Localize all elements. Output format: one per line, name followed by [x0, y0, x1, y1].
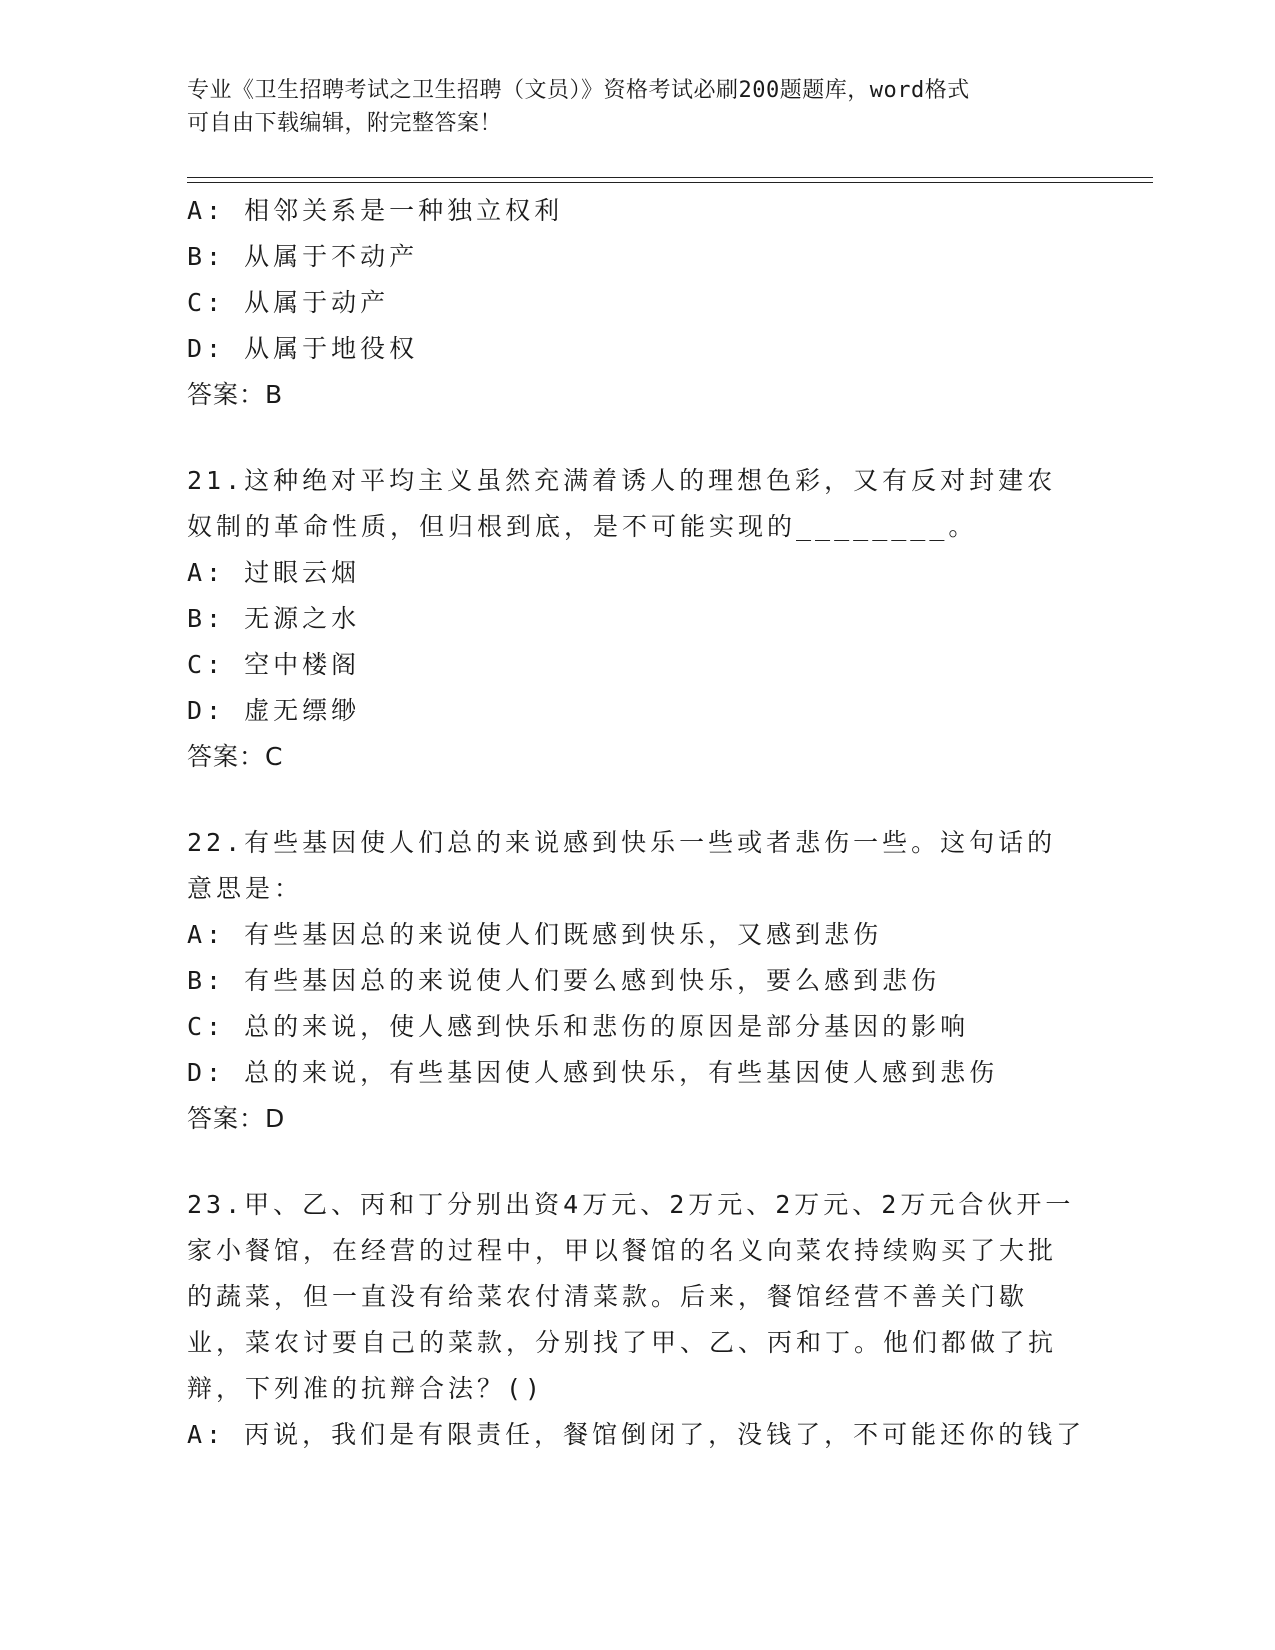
option-a: A: 有些基因总的来说使人们既感到快乐，又感到悲伤 — [187, 920, 883, 949]
spacer — [187, 780, 1087, 820]
question-stem: 22.有些基因使人们总的来说感到快乐一些或者悲伤一些。这句话的意思是： — [187, 828, 1057, 903]
header-title-line-1: 专业《卫生招聘考试之卫生招聘（文员）》资格考试必刷200题题库，word格式 — [187, 78, 970, 103]
question-block-20 — [187, 188, 1087, 418]
answer-label: 答案：B — [187, 380, 284, 409]
option-a: A: 相邻关系是一种独立权利 — [187, 196, 564, 225]
question-stem: 23.甲、乙、丙和丁分别出资4万元、2万元、2万元、2万元合伙开一家小餐馆，在经营的过程中，甲以餐馆的名义向菜农持续购买了大批的蔬菜，但一直没有给菜农付清菜款。后来，餐馆经营不善关门歇业，菜农讨要自己的菜款，分别找了甲、乙、丙和丁。他们都做了抗辩，下列准的抗辩合法？() — [187, 1190, 1075, 1403]
question-list — [187, 188, 1087, 1458]
option-d: D: 从属于地役权 — [187, 334, 419, 363]
header-divider-bottom — [187, 182, 1153, 183]
header-divider-top — [187, 177, 1153, 178]
spacer — [187, 418, 1087, 458]
document-header — [187, 74, 1067, 140]
option-a: A: 丙说，我们是有限责任，餐馆倒闭了，没钱了，不可能还你的钱了 — [187, 1420, 1086, 1449]
header-title-line-2: 可自由下载编辑，附完整答案！ — [187, 111, 503, 136]
option-c: C: 从属于动产 — [187, 288, 390, 317]
option-b: B: 从属于不动产 — [187, 242, 419, 271]
question-block-23 — [187, 1182, 1087, 1458]
answer-label: 答案：D — [187, 1104, 286, 1133]
option-a: A: 过眼云烟 — [187, 558, 361, 587]
option-d: D: 总的来说，有些基因使人感到快乐，有些基因使人感到悲伤 — [187, 1058, 999, 1087]
question-block-21 — [187, 458, 1087, 780]
question-stem: 21.这种绝对平均主义虽然充满着诱人的理想色彩，又有反对封建农奴制的革命性质，但归根到底，是不可能实现的________。 — [187, 466, 1057, 541]
option-c: C: 总的来说，使人感到快乐和悲伤的原因是部分基因的影响 — [187, 1012, 970, 1041]
option-d: D: 虚无缥缈 — [187, 696, 361, 725]
answer-label: 答案：C — [187, 742, 284, 771]
option-c: C: 空中楼阁 — [187, 650, 361, 679]
spacer — [187, 1142, 1087, 1182]
question-block-22 — [187, 820, 1087, 1142]
option-b: B: 有些基因总的来说使人们要么感到快乐，要么感到悲伤 — [187, 966, 941, 995]
option-b: B: 无源之水 — [187, 604, 361, 633]
